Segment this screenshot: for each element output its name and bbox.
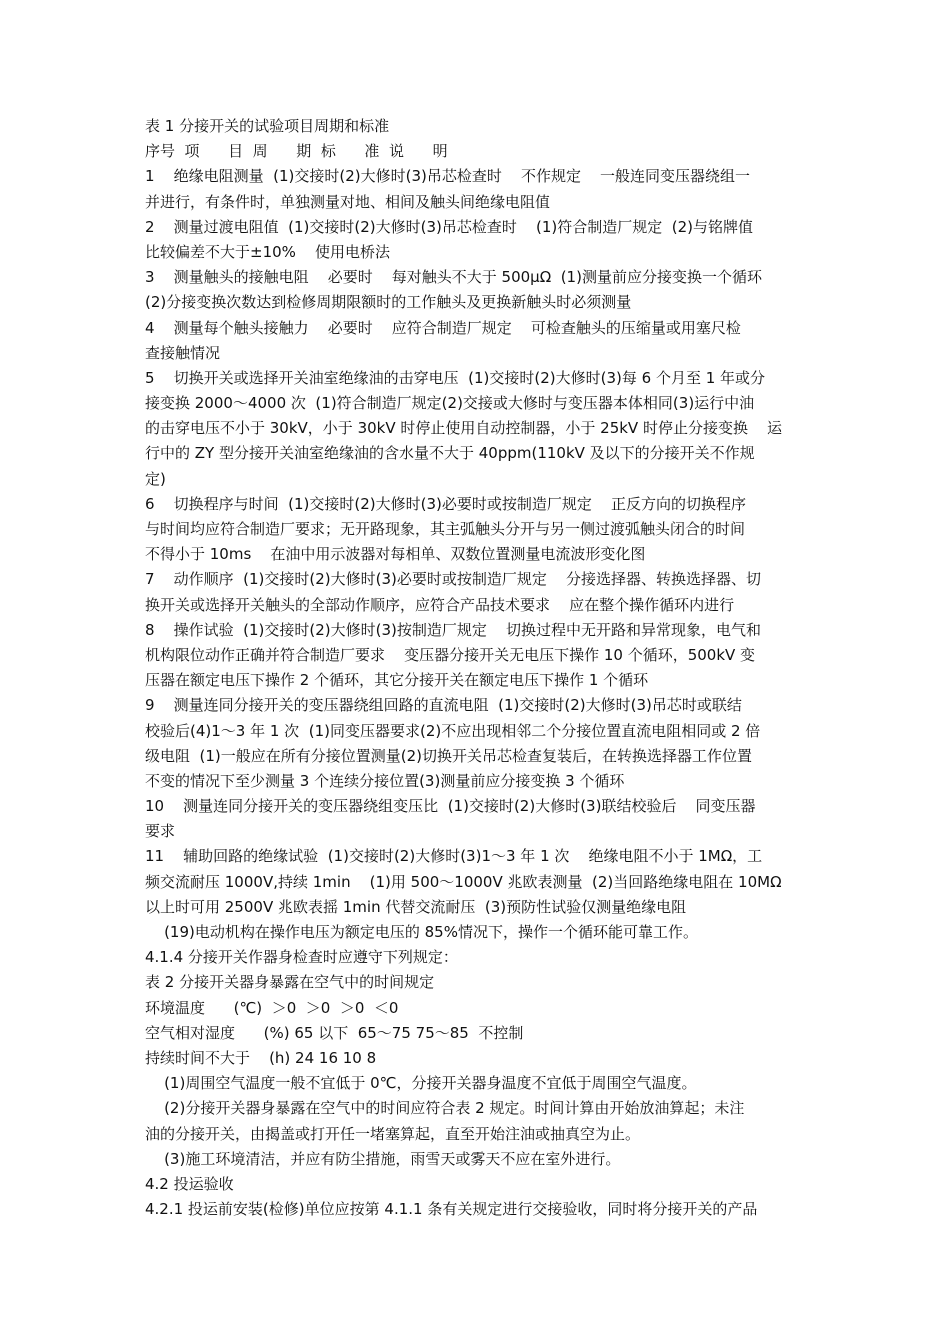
paragraph-line: (3)施工环境清洁，并应有防尘措施，雨雪天或雾天不应在室外进行。 bbox=[145, 1149, 621, 1168]
text-line: 定) bbox=[145, 469, 166, 488]
document-body bbox=[145, 114, 810, 1222]
table2-row: 持续时间不大于 (h) 24 16 10 8 bbox=[145, 1048, 377, 1067]
paragraph-line: (1)周围空气温度一般不宜低于 0℃，分接开关器身温度不宜低于周围空气温度。 bbox=[145, 1074, 697, 1093]
text-line: 比较偏差不大于±10% 使用电桥法 bbox=[145, 242, 390, 261]
text-line: 不得小于 10ms 在油中用示波器对每相单、双数位置测量电流波形变化图 bbox=[145, 545, 646, 564]
section-heading: 4.2 投运验收 bbox=[145, 1174, 234, 1193]
text-line: 11 辅助回路的绝缘试验 (1)交接时(2)大修时(3)1～3 年 1 次 绝缘电阻不小于 1MΩ，工 bbox=[145, 847, 763, 866]
text-line: 与时间均应符合制造厂要求；无开路现象，其主弧触头分开与另一侧过渡弧触头闭合的时间 bbox=[145, 520, 746, 538]
table2-row: 环境温度 (℃) ＞0 ＞0 ＞0 ＜0 bbox=[145, 998, 399, 1017]
text-line: 频交流耐压 1000V,持续 1min (1)用 500～1000V 兆欧表测量 (2)当回路绝缘电阻在 10MΩ bbox=[145, 872, 782, 891]
section-heading: 4.1.4 分接开关作器身检查时应遵守下列规定： bbox=[145, 948, 458, 967]
text-line: 7 动作顺序 (1)交接时(2)大修时(3)必要时或按制造厂规定 分接选择器、转换选择器、切 bbox=[145, 570, 761, 589]
text-line: 机构限位动作正确并符合制造厂要求 变压器分接开关无电压下操作 10 个循环，500kV 变 bbox=[145, 645, 756, 664]
table1-title: 表 1 分接开关的试验项目周期和标准 bbox=[145, 117, 390, 135]
table2-title: 表 2 分接开关器身暴露在空气中的时间规定 bbox=[145, 973, 435, 992]
text-line: 1 绝缘电阻测量 (1)交接时(2)大修时(3)吊芯检查时 不作规定 一般连同变压器绕组一 bbox=[145, 167, 751, 186]
table1-header: 序号 项 目 周 期 标 准 说 明 bbox=[145, 142, 448, 161]
text-line: 校验后(4)1～3 年 1 次 (1)同变压器要求(2)不应出现相邻二个分接位置直流电阻相同或 2 倍 bbox=[145, 721, 761, 740]
text-line: 3 测量触头的接触电阻 必要时 每对触头不大于 500μΩ (1)测量前应分接变换一个循环 bbox=[145, 268, 762, 287]
paragraph-line: (2)分接开关器身暴露在空气中的时间应符合表 2 规定。时间计算由开始放油算起；未注 bbox=[145, 1099, 745, 1118]
paragraph-line: (19)电动机构在操作电压为额定电压的 85%情况下，操作一个循环能可靠工作。 bbox=[145, 923, 698, 941]
text-line: 的击穿电压不小于 30kV，小于 30kV 时停止使用自动控制器，小于 25kV 时停止分接变换 运 bbox=[145, 419, 783, 438]
text-line: 2 测量过渡电阻值 (1)交接时(2)大修时(3)吊芯检查时 (1)符合制造厂规定 (2)与铭牌值 bbox=[145, 217, 754, 236]
table2-row: 空气相对湿度 (%) 65 以下 65～75 75～85 不控制 bbox=[145, 1023, 524, 1042]
text-line: 查接触情况 bbox=[145, 343, 221, 362]
text-line: 要求 bbox=[145, 822, 176, 841]
text-line: 换开关或选择开关触头的全部动作顺序，应符合产品技术要求 应在整个操作循环内进行 bbox=[145, 595, 735, 614]
text-line: 行中的 ZY 型分接开关油室绝缘油的含水量不大于 40ppm(110kV 及以下的分接开关不作规 bbox=[145, 444, 755, 463]
text-line: 4 测量每个触头接触力 必要时 应符合制造厂规定 可检查触头的压缩量或用塞尺检 bbox=[145, 318, 741, 337]
text-line: (2)分接变换次数达到检修周期限额时的工作触头及更换新触头时必须测量 bbox=[145, 293, 632, 312]
text-line: 级电阻 (1)一般应在所有分接位置测量(2)切换开关吊芯检查复装后，在转换选择器工作位置 bbox=[145, 746, 753, 765]
text-line: 压器在额定电压下操作 2 个循环，其它分接开关在额定电压下操作 1 个循环 bbox=[145, 671, 649, 690]
text-line: 不变的情况下至少测量 3 个连续分接位置(3)测量前应分接变换 3 个循环 bbox=[145, 771, 625, 790]
text-line: 接变换 2000～4000 次 (1)符合制造厂规定(2)交接或大修时与变压器本体相同(3)运行中油 bbox=[145, 394, 755, 413]
paragraph-line: 油的分接开关，由揭盖或打开任一堵塞算起，直至开始注油或抽真空为止。 bbox=[145, 1124, 641, 1143]
paragraph-line: 4.2.1 投运前安装(检修)单位应按第 4.1.1 条有关规定进行交接验收，同时将分接开关的产品 bbox=[145, 1200, 758, 1219]
text-line: 5 切换开关或选择开关油室绝缘油的击穿电压 (1)交接时(2)大修时(3)每 6 个月至 1 年或分 bbox=[145, 368, 766, 387]
text-line: 10 测量连同分接开关的变压器绕组变压比 (1)交接时(2)大修时(3)联结校验后 同变压器 bbox=[145, 797, 756, 816]
text-line: 6 切换程序与时间 (1)交接时(2)大修时(3)必要时或按制造厂规定 正反方向的切换程序 bbox=[145, 494, 746, 513]
text-line: 并进行，有条件时，单独测量对地、相间及触头间绝缘电阻值 bbox=[145, 192, 551, 211]
text-line: 以上时可用 2500V 兆欧表摇 1min 代替交流耐压 (3)预防性试验仅测量绝缘电阻 bbox=[145, 897, 687, 916]
text-line: 9 测量连同分接开关的变压器绕组回路的直流电阻 (1)交接时(2)大修时(3)吊芯时或联结 bbox=[145, 696, 742, 715]
text-line: 8 操作试验 (1)交接时(2)大修时(3)按制造厂规定 切换过程中无开路和异常现象，电气和 bbox=[145, 620, 761, 639]
